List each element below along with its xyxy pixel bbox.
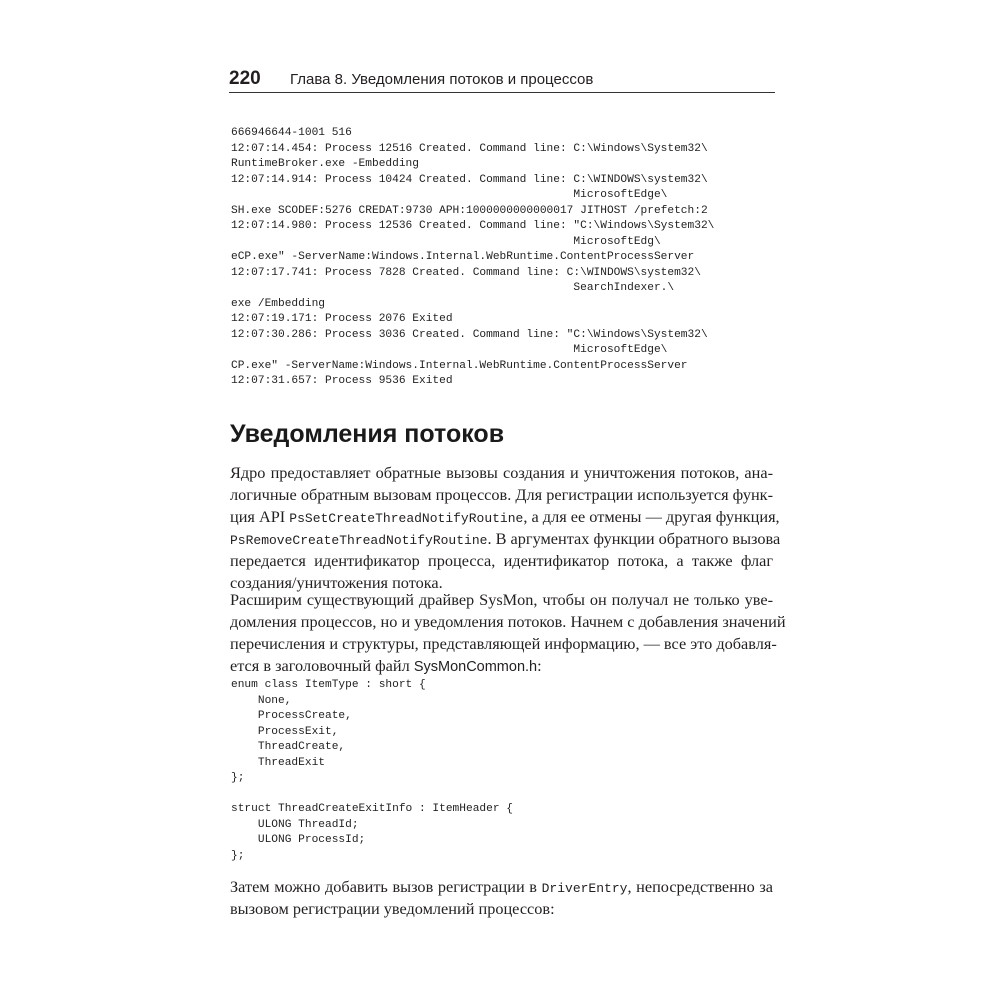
text-line	[230, 506, 780, 528]
section-heading: Уведомления потоков	[230, 420, 505, 448]
inline-code: DriverEntry	[541, 881, 628, 896]
text-run: Ядро предоставляет обратные вызовы создания и уничтожения потоков, ана-	[230, 463, 773, 482]
code-line: MicrosoftEdg\	[231, 235, 661, 248]
inline-code: PsRemoveCreateThreadNotifyRoutine	[230, 533, 488, 548]
console-output-listing	[231, 126, 714, 390]
chapter-title: Глава 8. Уведомления потоков и процессов	[290, 71, 594, 88]
inline-code: PsSetCreateThreadNotifyRoutine	[289, 511, 524, 526]
code-line: 12:07:30.286: Process 3036 Created. Command line: "C:\Windows\System32\	[231, 328, 708, 341]
inline-code: SysMonCommon.h	[413, 659, 538, 675]
text-line	[230, 462, 773, 484]
text-line	[230, 484, 773, 506]
code-line: 12:07:17.741: Process 7828 Created. Command line: C:\WINDOWS\system32\	[231, 266, 701, 279]
code-line: exe /Embedding	[231, 297, 325, 310]
text-run: :	[537, 656, 542, 675]
text-line	[230, 589, 773, 611]
code-line: MicrosoftEdge\	[231, 189, 668, 201]
paragraph-driverentry	[230, 876, 773, 920]
code-line: };	[231, 772, 245, 784]
code-line: 12:07:31.657: Process 9536 Exited	[231, 375, 453, 387]
paragraph-thread-callbacks	[230, 462, 781, 594]
text-run: передается идентификатор процесса, идентификатор потока, а также флаг	[230, 551, 773, 570]
text-line	[230, 898, 773, 920]
code-line: MicrosoftEdge\	[231, 344, 668, 356]
code-line: ThreadExit	[231, 756, 325, 769]
text-run: домления процессов, но и уведомления потоков. Начнем с добавления значений	[230, 612, 786, 631]
text-run: Затем можно добавить вызов регистрации в	[230, 877, 542, 896]
code-line: enum class ItemType : short {	[231, 679, 426, 691]
paragraph-extend-sysmon	[230, 589, 786, 677]
code-line: CP.exe" -ServerName:Windows.Internal.WebRuntime.ContentProcessServer	[231, 359, 688, 372]
page-number: 220	[229, 68, 261, 89]
text-run: , непосредственно за	[627, 877, 773, 896]
text-line	[230, 633, 777, 655]
code-line: struct ThreadCreateExitInfo : ItemHeader {	[231, 803, 513, 815]
text-run: Расширим существующий драйвер SysMon, чтобы он получал не только уве-	[230, 590, 773, 609]
text-line	[230, 876, 773, 898]
code-line: ProcessExit,	[231, 725, 339, 738]
code-line: ULONG ProcessId;	[231, 834, 366, 846]
code-line: SH.exe SCODEF:5276 CREDAT:9730 APH:1000000000000017 JITHOST /prefetch:2	[231, 204, 708, 217]
text-run: ция API	[230, 507, 290, 526]
text-run: ется в заголовочный файл	[230, 656, 414, 675]
text-run: перечисления и структуры, представляющей информацию, — все это добавля-	[230, 634, 777, 653]
text-run: , а для ее отмены — другая функция,	[523, 507, 780, 526]
text-line	[230, 550, 773, 572]
code-line: 666946644-1001 516	[231, 127, 352, 139]
code-line: ThreadCreate,	[231, 741, 346, 753]
code-line: 12:07:14.454: Process 12516 Created. Command line: C:\Windows\System32\	[231, 142, 708, 155]
text-line	[230, 655, 773, 677]
code-listing-header	[231, 678, 513, 864]
code-line: };	[231, 849, 245, 862]
text-run: создания/уничтожения потока.	[230, 573, 443, 592]
code-line: ProcessCreate,	[231, 710, 352, 722]
text-line	[230, 611, 786, 633]
code-line: RuntimeBroker.exe -Embedding	[231, 158, 419, 170]
text-run: логичные обратным вызовам процессов. Для регистрации используется функ-	[230, 485, 773, 504]
code-line	[231, 787, 513, 803]
code-line: None,	[231, 694, 292, 707]
code-line: 12:07:14.980: Process 12536 Created. Command line: "C:\Windows\System32\	[231, 220, 715, 232]
text-line	[230, 528, 781, 550]
text-run: . В аргументах функции обратного вызова	[487, 529, 781, 548]
code-line: eCP.exe" -ServerName:Windows.Internal.WebRuntime.ContentProcessServer	[231, 251, 695, 263]
code-line: 12:07:14.914: Process 10424 Created. Command line: C:\WINDOWS\system32\	[231, 173, 708, 186]
page-header	[229, 68, 775, 93]
code-line: ULONG ThreadId;	[231, 818, 359, 831]
code-line: 12:07:19.171: Process 2076 Exited	[231, 313, 453, 325]
text-run: вызовом регистрации уведомлений процессов:	[230, 899, 555, 918]
code-line: SearchIndexer.\	[231, 282, 675, 294]
